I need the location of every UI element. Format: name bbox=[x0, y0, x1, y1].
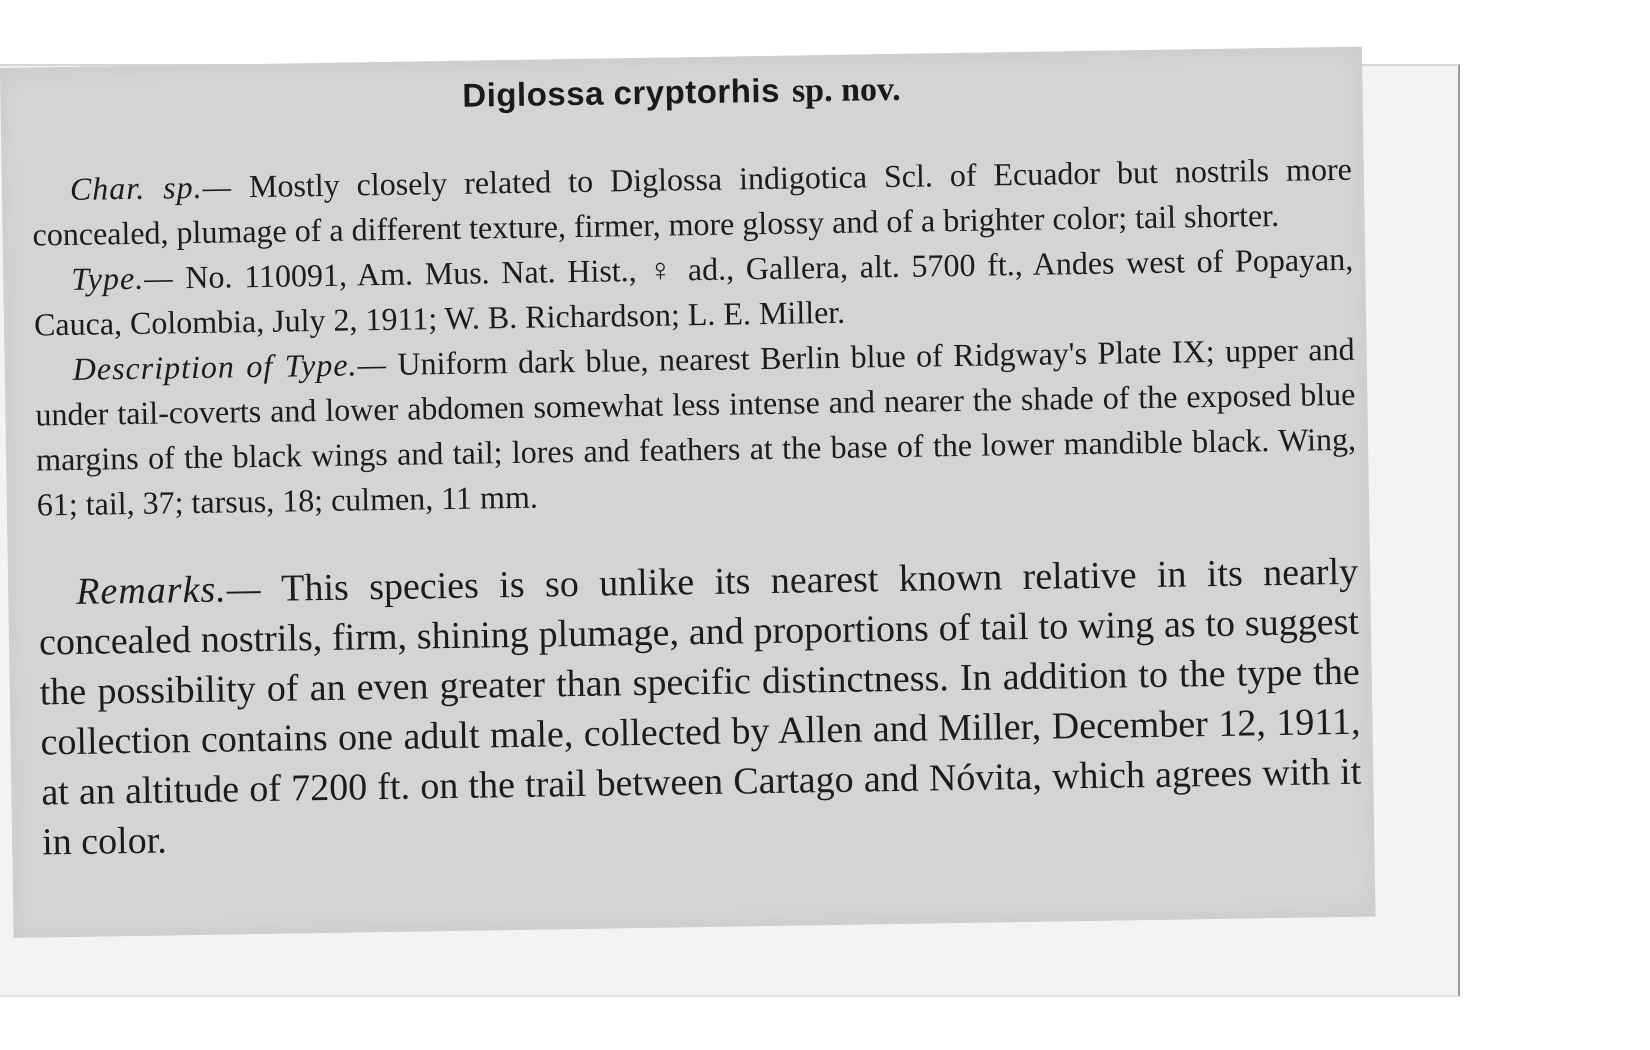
remarks-text: This species is so unlike its nearest known relative in its nearly concealed nostrils, firm, shining plumage, and proportions of tail to wing as to suggest the possibility of an even greater than specific distinctness. In addition to the type the collection contains one adult male, collected by Allen and Miller, December 12, 1911, at an altitude of 7200 ft. on the trail between Cartago and Nóvita, which agrees with it in color. bbox=[38, 550, 1362, 864]
char-sp-text: Mostly closely related to Diglossa indigotica Scl. of Ecuador but nostrils more concealed, plumage of a different texture, firmer, more glossy and of a brighter color; tail shorter. bbox=[32, 150, 1353, 253]
type-text: No. 110091, Am. Mus. Nat. Hist., ♀ ad., Gallera, alt. 5700 ft., Andes west of Popayan, Cauca, Colombia, July 2, 1911; W. B. Richardson; L. E. Miller. bbox=[33, 240, 1354, 343]
description-lead: Description of Type.— bbox=[72, 345, 388, 387]
species-name: Diglossa cryptorhis bbox=[462, 71, 781, 114]
char-sp-lead: Char. sp.— bbox=[69, 168, 233, 207]
newspaper-clipping bbox=[0, 47, 1375, 938]
description-body bbox=[32, 147, 1363, 868]
species-designation: sp. nov. bbox=[791, 70, 901, 110]
type-lead: Type.— bbox=[71, 259, 174, 297]
remarks-lead: Remarks.— bbox=[75, 567, 262, 613]
species-heading bbox=[0, 63, 1362, 123]
remarks-paragraph bbox=[38, 547, 1363, 868]
description-paragraph bbox=[34, 327, 1357, 528]
description-text: Uniform dark blue, nearest Berlin blue of Ridgway's Plate IX; upper and under tail-coverts and lower abdomen somewhat less intense and nearer the shade of the exposed blue margins of the black wings and tail; lores and feathers at the base of the lower mandible black. Wing, 61; tail, 37; tarsus, 18; culmen, 11 mm. bbox=[35, 330, 1357, 523]
